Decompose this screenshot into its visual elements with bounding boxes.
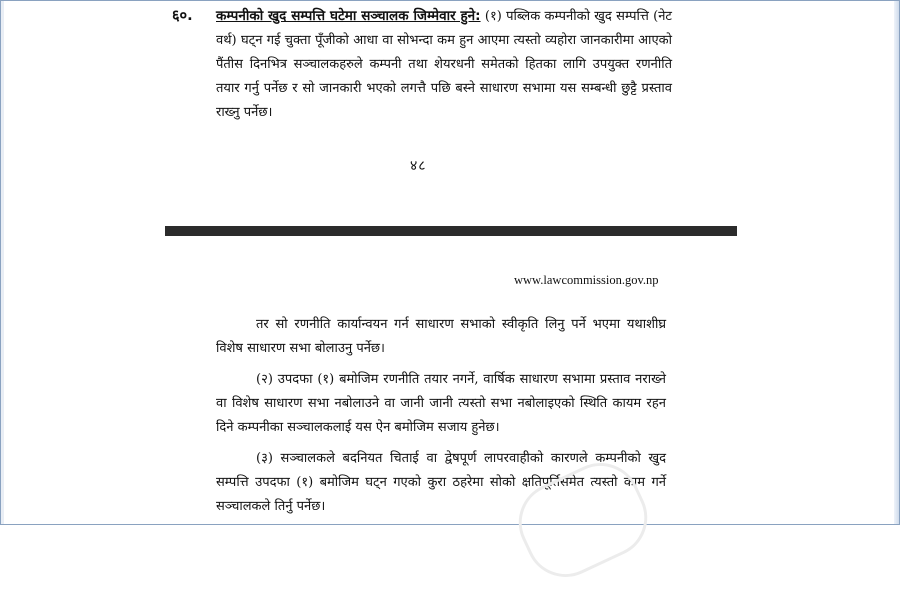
section-number: ६०. — [172, 8, 193, 24]
section-text: (१) पब्लिक कम्पनीको खुद सम्पत्ति (नेट वर्थ) घट्न गई चुक्ता पूँजीको आधा वा सोभन्दा कम हुन आएमा त्यस्तो व्यहोरा जानकारीमा आएको पैंतीस दिनभित्र सञ्चालकहरुले कम्पनी तथा शेयरधनी समेतको हितका लागि उपयुक्त रणनीति तयार गर्नु पर्नेछ र सो जानकारी भएको लगत्तै पछि बस्ने साधारण सभामा यस सम्बन्धी छुट्टै प्रस्ताव राख्नु पर्नेछ। — [216, 9, 672, 120]
section-title: कम्पनीको खुद सम्पत्ति घटेमा सञ्चालक जिम्मेवार हुने: — [216, 8, 481, 24]
section-body — [216, 4, 672, 125]
site-url: www.lawcommission.gov.np — [514, 273, 659, 287]
page-number: ४८ — [410, 158, 427, 174]
section-60 — [172, 4, 672, 125]
subsection-2-paragraph: (२) उपदफा (१) बमोजिम रणनीति तयार नगर्ने, वार्षिक साधारण सभामा प्रस्ताव नराख्ने वा विशेष साधारण सभा नबोलाउने वा जानी जानी त्यस्तो सभा नबोलाइएको स्थिति कायम रहन दिने कम्पनीका सञ्चालकलाई यस ऐन बमोजिम सजाय हुनेछ। — [216, 372, 666, 435]
page-break-bar — [165, 226, 737, 236]
subsection-3-paragraph: (३) सञ्चालकले बदनियत चिताई वा द्वेषपूर्ण लापरवाहीको कारणले कम्पनीको खुद सम्पत्ति उपदफा (१) बमोजिम घट्न गएको कुरा ठहरेमा सोको क्षतिपूर्तिसमेत त्यस्तो काम गर्ने सञ्चालकले तिर्नु पर्नेछ। — [216, 451, 666, 514]
continuation-paragraph: तर सो रणनीति कार्यान्वयन गर्न साधारण सभाको स्वीकृति लिनु पर्ने भएमा यथाशीघ्र विशेष साधारण सभा बोलाउनु पर्नेछ। — [216, 317, 666, 356]
